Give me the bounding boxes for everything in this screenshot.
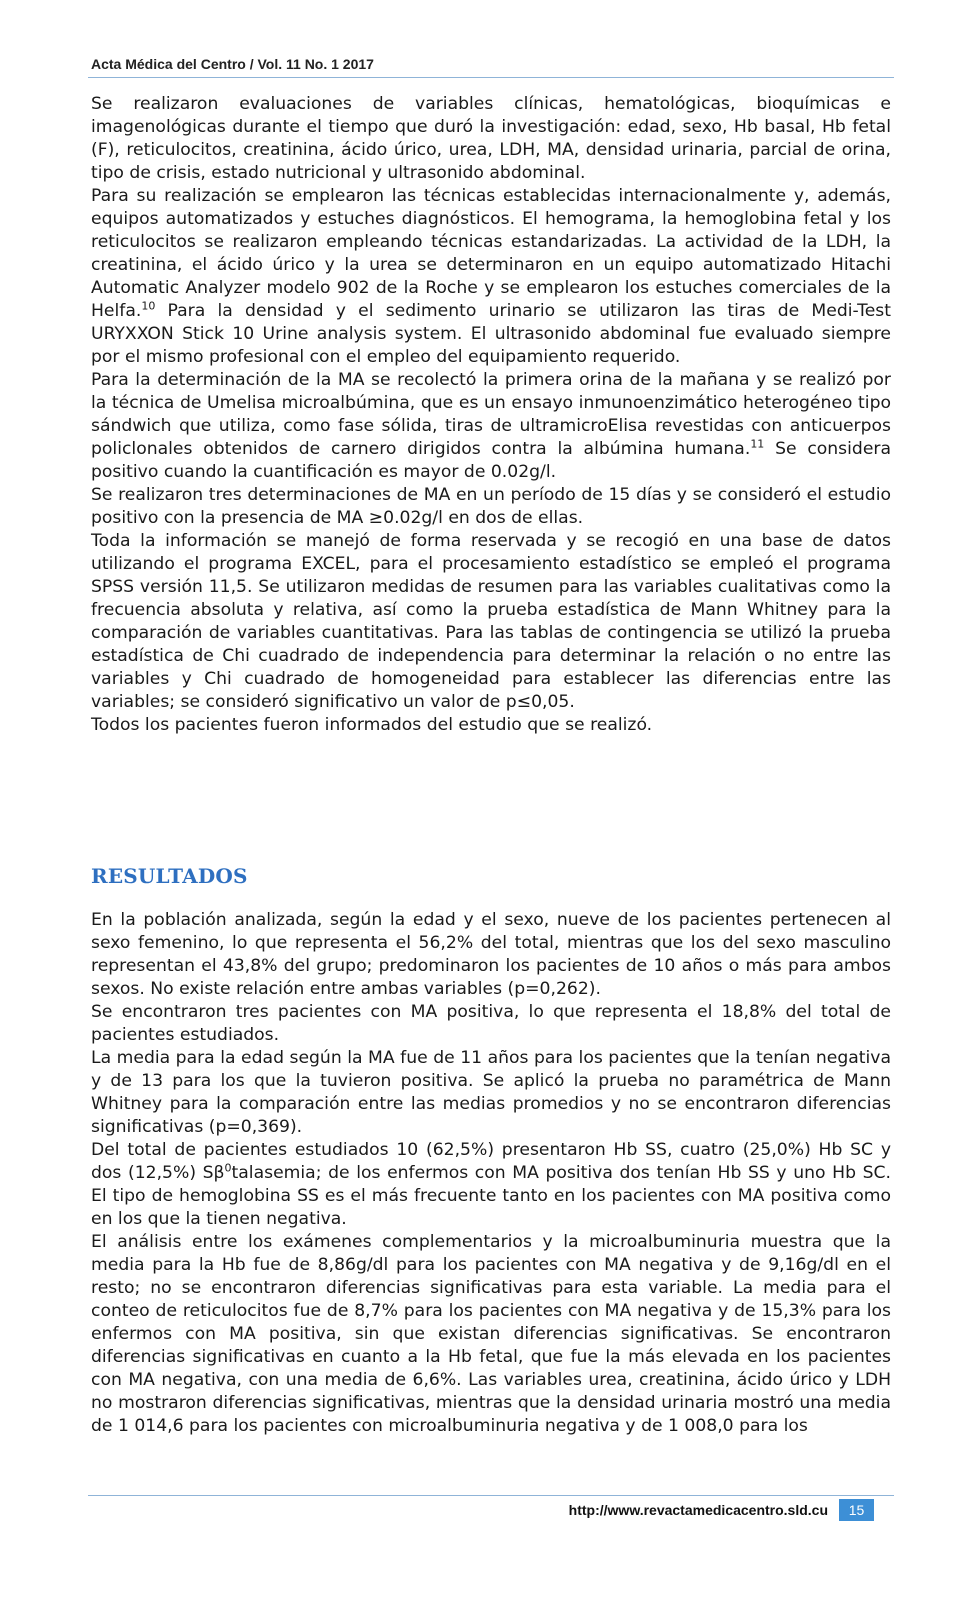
results-heading: RESULTADOS: [91, 864, 248, 888]
methods-paragraph-2-text-b: Para la densidad y el sedimento urinario se utilizaron las tiras de Medi-Test URYXXON Stick 10 Urine analysis system. El ultrasonido abdominal fue evaluado siempre por el mismo profesional con el empleo del equipamiento requerido.: [91, 301, 891, 367]
results-paragraph-4-text-a: Del total de pacientes estudiados 10 (62,5%) presentaron Hb SS, cuatro (25,0%) Hb SC y dos (12,5%) Sβ: [91, 1140, 891, 1183]
journal-url-link[interactable]: http://www.revactamedicacentro.sld.cu: [568, 1502, 828, 1518]
results-paragraph-4: [91, 1139, 891, 1231]
methods-paragraph-4: Se realizaron tres determinaciones de MA en un período de 15 días y se consideró el estudio positivo con la presencia de MA ≥0.02g/l en dos de ellas.: [91, 485, 891, 528]
beta-zero-superscript: 0: [224, 1161, 232, 1175]
methods-section: [91, 93, 891, 737]
methods-paragraph-3-text-b: Se considera positivo cuando la cuantificación es mayor de 0.02g/l.: [91, 439, 891, 482]
header-divider: [88, 77, 894, 78]
methods-paragraph-3-text-a: Para la determinación de la MA se recolectó la primera orina de la mañana y se realizó por la técnica de Umelisa microalbúmina, que es un ensayo inmunoenzimático heterogéneo tipo sándwich que utiliza, como fase sólida, tiras de ultramicroElisa revestidas con anticuerpos policlonales obtenidos de carnero dirigidos contra la albúmina humana.: [91, 370, 891, 459]
methods-paragraph-5: Toda la información se manejó de forma reservada y se recogió en una base de datos utilizando el programa EXCEL, para el procesamiento estadístico se empleó el programa SPSS versión 11,5. Se utilizaron medidas de resumen para las variables cualitativas como la frecuencia absoluta y relativa, así como la prueba estadística de Mann Whitney para la comparación de variables cuantitativas. Para las tablas de contingencia se utilizó la prueba estadística de Chi cuadrado de independencia para determinar la relación o no entre las variables y Chi cuadrado de homogeneidad para establecer las diferencias entre las variables; se consideró significativo un valor de p≤0,05.: [91, 531, 891, 712]
reference-11: 11: [750, 437, 765, 451]
methods-paragraph-2: [91, 185, 891, 369]
results-paragraph-4-text-b: talasemia; de los enfermos con MA positiva dos tenían Hb SS y uno Hb SC. El tipo de hemoglobina SS es el más frecuente tanto en los pacientes con MA positiva como en los que la tienen negativa.: [91, 1163, 891, 1229]
results-paragraph-1: En la población analizada, según la edad y el sexo, nueve de los pacientes pertenecen al sexo femenino, lo que representa el 56,2% del total, mientras que los del sexo masculino representan el 43,8% del grupo; predominaron los pacientes de 10 años o más para ambos sexos. No existe relación entre ambas variables (p=0,262).: [91, 910, 891, 999]
results-section: [91, 909, 891, 1438]
journal-header: Acta Médica del Centro / Vol. 11 No. 1 2017: [91, 56, 374, 72]
reference-10: 10: [141, 299, 156, 313]
methods-paragraph-6: Todos los pacientes fueron informados del estudio que se realizó.: [91, 715, 653, 735]
results-paragraph-3: La media para la edad según la MA fue de 11 años para los pacientes que la tenían negativa y de 13 para los que la tuvieron positiva. Se aplicó la prueba no paramétrica de Mann Whitney para la comparación entre las medias promedios y no se encontraron diferencias significativas (p=0,369).: [91, 1048, 891, 1137]
methods-paragraph-3: [91, 369, 891, 484]
methods-paragraph-1: Se realizaron evaluaciones de variables clínicas, hematológicas, bioquímicas e imagenológicas durante el tiempo que duró la investigación: edad, sexo, Hb basal, Hb fetal (F), reticulocitos, creatinina, ácido úrico, urea, LDH, MA, densidad urinaria, parcial de orina, tipo de crisis, estado nutricional y ultrasonido abdominal.: [91, 94, 891, 183]
footer-divider: [88, 1495, 894, 1496]
results-paragraph-2: Se encontraron tres pacientes con MA positiva, lo que representa el 18,8% del total de pacientes estudiados.: [91, 1002, 891, 1045]
results-paragraph-5: El análisis entre los exámenes complementarios y la microalbuminuria muestra que la media para la Hb fue de 8,86g/dl para los pacientes con MA negativa y de 9,16g/dl en el resto; no se encontraron diferencias significativas para esta variable. La media para el conteo de reticulocitos fue de 8,7% para los pacientes con MA negativa y de 15,3% para los enfermos con MA positiva, sin que existan diferencias significativas. Se encontraron diferencias significativas en cuanto a la Hb fetal, que fue la más elevada en los pacientes con MA negativa, con una media de 6,6%. Las variables urea, creatinina, ácido úrico y LDH no mostraron diferencias significativas, mientras que la densidad urinaria mostró una media de 1 014,6 para los pacientes con microalbuminuria negativa y de 1 008,0 para los: [91, 1232, 891, 1436]
page-number: 15: [839, 1499, 874, 1521]
methods-paragraph-2-text-a: Para su realización se emplearon las técnicas establecidas internacionalmente y, además, equipos automatizados y estuches diagnósticos. El hemograma, la hemoglobina fetal y los reticulocitos se realizaron empleando técnicas estandarizadas. La actividad de la LDH, la creatinina, el ácido úrico y la urea se determinaron en un equipo automatizado Hitachi Automatic Analyzer modelo 902 de la Roche y se emplearon los estuches comerciales de la Helfa.: [91, 186, 891, 321]
